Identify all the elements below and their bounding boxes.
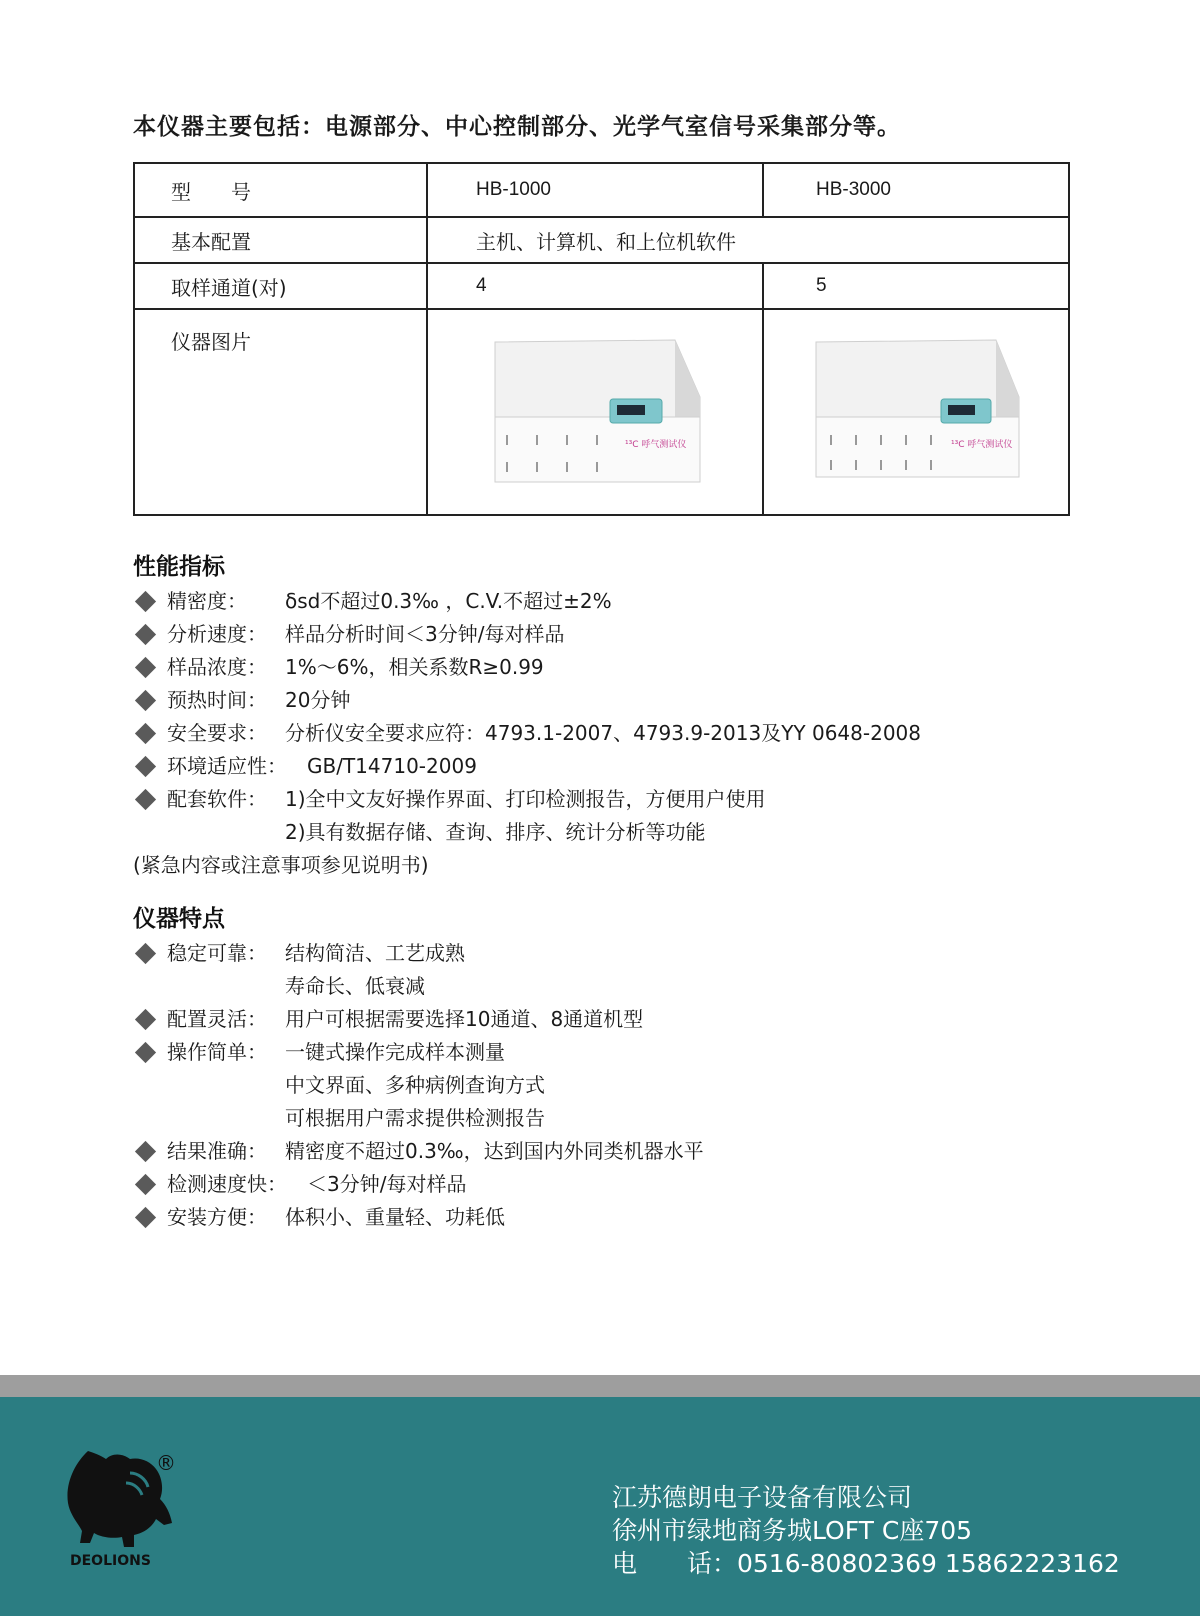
channels-b: 5 xyxy=(763,263,1069,309)
device-panel-text-a: ¹³C 呼气测试仪 xyxy=(625,440,687,450)
device-image-hb3000 xyxy=(763,309,1069,515)
diamond-bullet-icon xyxy=(135,943,156,964)
device-hb3000-icon xyxy=(801,332,1031,492)
diamond-bullet-icon xyxy=(135,1009,156,1030)
diamond-bullet-icon xyxy=(135,789,156,810)
model-a: HB-1000 xyxy=(427,163,763,217)
company-phone: 电 话：0516-80802369 15862223162 xyxy=(612,1549,1120,1578)
logo-text: DEOLIONS xyxy=(70,1553,151,1569)
diamond-bullet-icon xyxy=(135,657,156,678)
model-b: HB-3000 xyxy=(763,163,1069,217)
channels-label: 取样通道(对) xyxy=(134,263,427,309)
company-address: 徐州市绿地商务城LOFT C座705 xyxy=(612,1516,973,1545)
intro-text: 本仪器主要包括：电源部分、中心控制部分、光学气室信号采集部分等。 xyxy=(133,114,901,140)
diamond-bullet-icon xyxy=(135,1141,156,1162)
footer xyxy=(0,1397,1200,1616)
note-text: (紧急内容或注意事项参见说明书) xyxy=(133,853,429,877)
device-image-hb1000 xyxy=(427,309,763,515)
company-name: 江苏德朗电子设备有限公司 xyxy=(612,1483,913,1512)
spec-table xyxy=(133,162,1070,516)
table-row-config xyxy=(134,217,1069,263)
footer-stripe xyxy=(0,1375,1200,1397)
table-row-channels xyxy=(134,263,1069,309)
device-hb1000-icon xyxy=(475,332,715,492)
diamond-bullet-icon xyxy=(135,756,156,777)
performance-title: 性能指标 xyxy=(133,554,225,580)
table-row-image xyxy=(134,309,1069,515)
registered-mark: ® xyxy=(156,1451,176,1475)
diamond-bullet-icon xyxy=(135,1207,156,1228)
config-value: 主机、计算机、和上位机软件 xyxy=(427,217,1069,263)
device-panel-text-b: ¹³C 呼气测试仪 xyxy=(951,440,1013,450)
features-title: 仪器特点 xyxy=(133,906,225,932)
diamond-bullet-icon xyxy=(135,690,156,711)
image-label: 仪器图片 xyxy=(134,309,427,515)
diamond-bullet-icon xyxy=(135,723,156,744)
diamond-bullet-icon xyxy=(135,1042,156,1063)
channels-a: 4 xyxy=(427,263,763,309)
diamond-bullet-icon xyxy=(135,1174,156,1195)
diamond-bullet-icon xyxy=(135,591,156,612)
model-label: 型 号 xyxy=(134,163,427,217)
diamond-bullet-icon xyxy=(135,624,156,645)
contact-block xyxy=(612,1481,1120,1580)
table-row-model xyxy=(134,163,1069,217)
config-label: 基本配置 xyxy=(134,217,427,263)
